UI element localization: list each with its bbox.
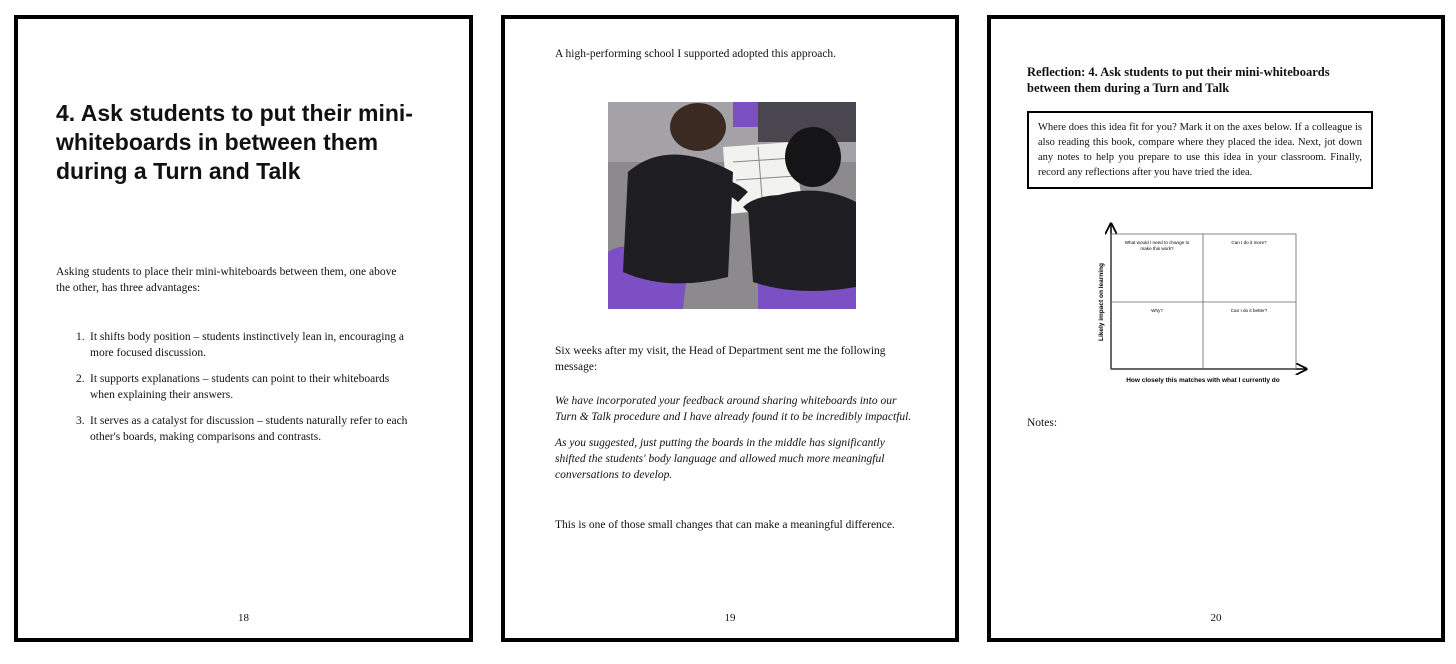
page-number: 20 bbox=[1210, 612, 1222, 624]
list-text: It shifts body position – students instinctively lean in, encouraging a more focused discussion. bbox=[90, 331, 404, 359]
quadrant-grid bbox=[1111, 234, 1296, 369]
notes-label: Notes: bbox=[1027, 417, 1058, 429]
opening-sentence: A high-performing school I supported adopted this approach. bbox=[555, 48, 837, 60]
list-item bbox=[76, 329, 411, 361]
advantages-list bbox=[76, 329, 411, 455]
list-text: It supports explanations – students can point to their whiteboards when explaining their answers. bbox=[90, 373, 390, 401]
y-axis-label: Likely impact on learning bbox=[1098, 262, 1105, 342]
list-item bbox=[76, 371, 411, 403]
message-intro: Six weeks after my visit, the Head of Department sent me the following message: bbox=[555, 345, 886, 373]
page-19 bbox=[501, 15, 959, 642]
reflection-quadrant-axes bbox=[1091, 219, 1311, 389]
list-item bbox=[76, 413, 411, 445]
students-sharing-whiteboard-photo bbox=[608, 102, 856, 309]
closing-sentence: This is one of those small changes that can make a meaningful difference. bbox=[555, 519, 895, 531]
list-number: 3. bbox=[76, 415, 85, 427]
page-20 bbox=[987, 15, 1445, 642]
quote-paragraph: We have incorporated your feedback around sharing whiteboards into our Turn & Talk procedure and I have already found it to be incredibly impactful. bbox=[555, 395, 912, 423]
quadrant-bottom-right: Can I do it better? bbox=[1230, 308, 1268, 313]
list-number: 2. bbox=[76, 373, 85, 385]
x-axis-label: How closely this matches with what I currently do bbox=[1126, 377, 1280, 384]
quadrant-bottom-left: Why? bbox=[1151, 308, 1163, 313]
page-number: 18 bbox=[238, 612, 249, 624]
quadrant-top-left: What would I need to change to make this work? bbox=[1124, 240, 1190, 251]
page-heading: 4. Ask students to put their mini-whiteboards in between them during a Turn and Talk bbox=[56, 100, 413, 184]
reflection-title: Reflection: 4. Ask students to put their mini-whiteboards between them during a Turn and Talk bbox=[1027, 65, 1330, 95]
page-number: 19 bbox=[724, 612, 736, 624]
quadrant-top-right: Can I do it more? bbox=[1231, 240, 1267, 245]
quote-paragraph: As you suggested, just putting the boards in the middle has significantly shifted the students' body language and allowed much more meaningful conversations to develop. bbox=[555, 437, 885, 481]
page-18 bbox=[14, 15, 473, 642]
instructions-box: Where does this idea fit for you? Mark it on the axes below. If a colleague is also reading this book, compare where they placed the idea. Next, jot down any notes to help you prepare to use this idea in your classroom. Finally, record any reflections after you have tried the idea. bbox=[1027, 111, 1373, 189]
list-text: It serves as a catalyst for discussion – students naturally refer to each other's boards, making comparisons and contrasts. bbox=[90, 415, 408, 443]
list-number: 1. bbox=[76, 331, 85, 343]
intro-paragraph: Asking students to place their mini-whiteboards between them, one above the other, has three advantages: bbox=[56, 266, 397, 294]
